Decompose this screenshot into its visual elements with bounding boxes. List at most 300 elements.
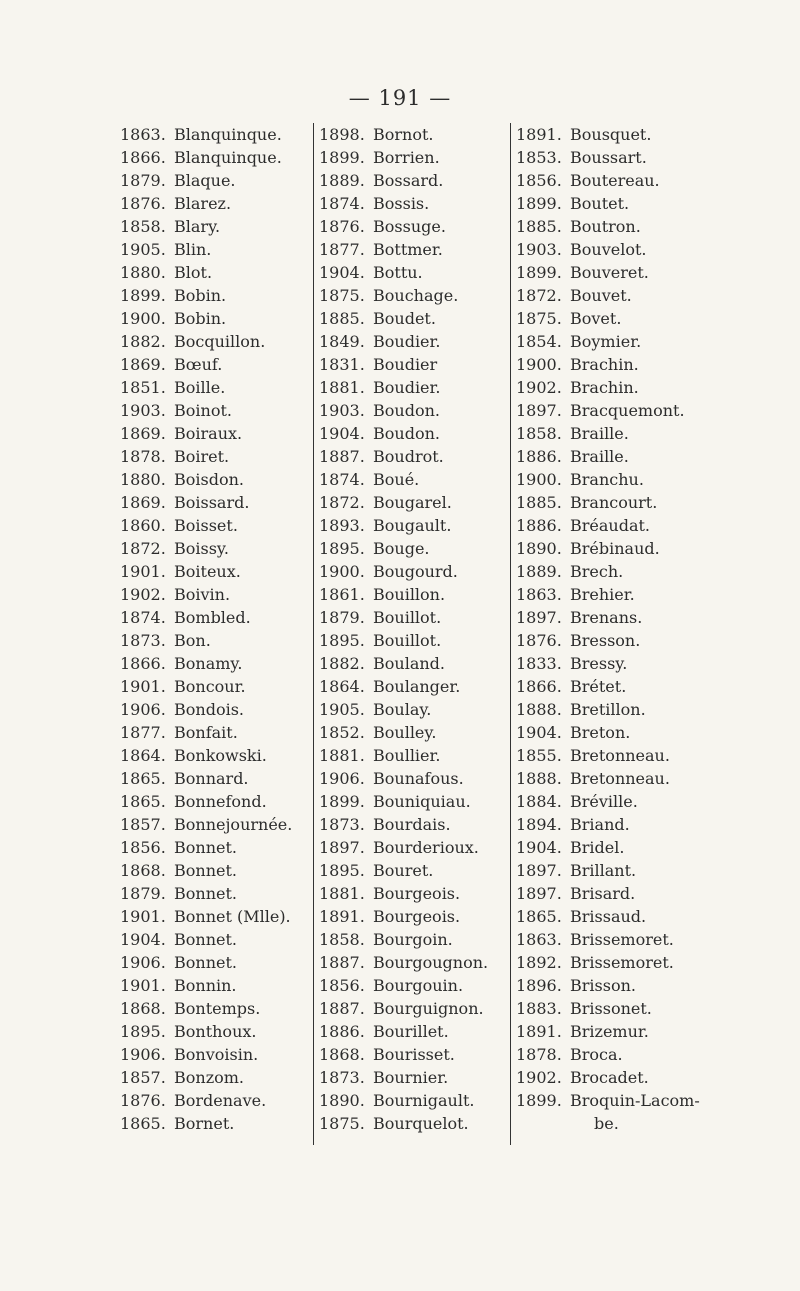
entry-year: 1888.	[516, 769, 562, 788]
list-item	[120, 238, 310, 261]
list-item	[120, 790, 310, 813]
list-item	[120, 1043, 310, 1066]
entry-year: 1864.	[120, 746, 166, 765]
list-item	[120, 307, 310, 330]
list-item	[319, 629, 514, 652]
entry-name: Bourdais.	[373, 815, 451, 834]
list-item	[516, 238, 716, 261]
entry-year: 1904.	[516, 838, 562, 857]
entry-name: Bretonneau.	[570, 746, 670, 765]
entry-year: 1891.	[516, 125, 562, 144]
entry-name: Boutereau.	[570, 171, 660, 190]
list-item	[516, 376, 716, 399]
list-item	[319, 399, 514, 422]
entry-year: 1857.	[120, 815, 166, 834]
list-item	[516, 675, 716, 698]
entry-year: 1875.	[319, 1114, 365, 1133]
entry-name: Blarez.	[174, 194, 232, 213]
list-item	[120, 675, 310, 698]
entry-name: Bouland.	[373, 654, 445, 673]
list-item	[120, 1089, 310, 1112]
list-item	[319, 606, 514, 629]
list-item	[319, 1066, 514, 1089]
entry-year: 1868.	[319, 1045, 365, 1064]
list-item	[319, 675, 514, 698]
entry-name: Bossis.	[373, 194, 430, 213]
entry-name: Braille.	[570, 424, 629, 443]
entry-year: 1895.	[319, 539, 365, 558]
entry-name: Boué.	[373, 470, 420, 489]
entry-name: Boinot.	[174, 401, 232, 420]
list-item	[319, 123, 514, 146]
list-item	[319, 721, 514, 744]
list-item	[120, 836, 310, 859]
entry-name: Bonamy.	[174, 654, 243, 673]
entry-name: Boullier.	[373, 746, 441, 765]
entry-name: Boille.	[174, 378, 226, 397]
entry-name: Blary.	[174, 217, 221, 236]
list-item	[120, 698, 310, 721]
entry-year: 1904.	[319, 424, 365, 443]
entry-year: 1906.	[120, 1045, 166, 1064]
entry-name: Brissaud.	[570, 907, 647, 926]
entry-name: Bourgoin.	[373, 930, 453, 949]
entry-year: 1897.	[516, 884, 562, 903]
entry-year: 1897.	[516, 861, 562, 880]
list-item	[319, 514, 514, 537]
entry-name: Boutet.	[570, 194, 630, 213]
list-item	[120, 123, 310, 146]
list-item	[120, 997, 310, 1020]
entry-name: Bouveret.	[570, 263, 649, 282]
list-item	[319, 537, 514, 560]
entry-name: Boudier	[373, 355, 438, 374]
entry-name: Bouniquiau.	[373, 792, 471, 811]
entry-year: 1890.	[319, 1091, 365, 1110]
list-item	[120, 491, 310, 514]
entry-name: Bridel.	[570, 838, 625, 857]
entry-year: 1900.	[319, 562, 365, 581]
entry-year: 1902.	[516, 1068, 562, 1087]
list-item	[120, 215, 310, 238]
list-item	[516, 330, 716, 353]
list-item	[516, 169, 716, 192]
list-item	[516, 997, 716, 1020]
entry-year: 1886.	[319, 1022, 365, 1041]
entry-name: Bretonneau.	[570, 769, 670, 788]
list-item	[516, 813, 716, 836]
entry-year: 1895.	[319, 861, 365, 880]
entry-year: 1901.	[120, 907, 166, 926]
entry-name: Bresson.	[570, 631, 641, 650]
entry-name: Bon.	[174, 631, 211, 650]
entry-year: 1866.	[120, 654, 166, 673]
entry-name: Borrien.	[373, 148, 440, 167]
list-item	[120, 330, 310, 353]
entry-year: 1877.	[319, 240, 365, 259]
entry-name: Brenans.	[570, 608, 643, 627]
entry-year: 1874.	[120, 608, 166, 627]
entry-name: Blin.	[174, 240, 212, 259]
list-item	[319, 491, 514, 514]
entry-name: Brillant.	[570, 861, 637, 880]
entry-name: Brissonet.	[570, 999, 652, 1018]
entry-name: Bœuf.	[174, 355, 223, 374]
list-item	[516, 284, 716, 307]
entry-name: Bouillot.	[373, 608, 442, 627]
entry-name: Bonnin.	[174, 976, 237, 995]
list-item	[516, 928, 716, 951]
list-item	[516, 261, 716, 284]
entry-name: Blanquinque.	[174, 125, 282, 144]
list-item	[319, 192, 514, 215]
entry-name: Bourgeois.	[373, 907, 461, 926]
entry-year: 1887.	[319, 447, 365, 466]
entry-year: 1868.	[120, 999, 166, 1018]
entry-name: Bourisset.	[373, 1045, 455, 1064]
entry-year: 1891.	[319, 907, 365, 926]
list-item	[120, 537, 310, 560]
entry-year: 1885.	[516, 493, 562, 512]
entry-year: 1887.	[319, 953, 365, 972]
entry-year: 1864.	[319, 677, 365, 696]
list-item	[319, 974, 514, 997]
list-item	[120, 629, 310, 652]
list-item	[516, 767, 716, 790]
list-item	[319, 560, 514, 583]
entry-name: Boisdon.	[174, 470, 244, 489]
entry-name: Bonzom.	[174, 1068, 245, 1087]
entry-year: 1876.	[516, 631, 562, 650]
entry-year: 1863.	[120, 125, 166, 144]
entry-year: 1853.	[516, 148, 562, 167]
entry-year: 1881.	[319, 378, 365, 397]
entry-year: 1863.	[516, 585, 562, 604]
list-item	[516, 353, 716, 376]
entry-name: Bornot.	[373, 125, 434, 144]
entry-year: 1869.	[120, 424, 166, 443]
list-item	[319, 836, 514, 859]
entry-name: Blanquinque.	[174, 148, 282, 167]
entry-year: 1906.	[120, 700, 166, 719]
entry-year: 1858.	[516, 424, 562, 443]
entry-name: Boymier.	[570, 332, 642, 351]
entry-name: Broquin-Lacom-	[570, 1091, 700, 1110]
list-item	[319, 882, 514, 905]
entry-name: Boulanger.	[373, 677, 461, 696]
entry-year: 1855.	[516, 746, 562, 765]
entry-year: 1895.	[319, 631, 365, 650]
entry-name: Bobin.	[174, 286, 227, 305]
entry-year: 1878.	[120, 447, 166, 466]
list-item	[319, 790, 514, 813]
entry-name: Bombled.	[174, 608, 251, 627]
entry-year: 1884.	[516, 792, 562, 811]
entry-year: 1888.	[516, 700, 562, 719]
list-item	[120, 376, 310, 399]
entry-year: 1874.	[319, 194, 365, 213]
list-item	[319, 376, 514, 399]
list-item	[516, 1020, 716, 1043]
entry-name: Briand.	[570, 815, 630, 834]
list-item	[516, 1089, 716, 1112]
entry-name: Brech.	[570, 562, 624, 581]
entry-year: 1858.	[120, 217, 166, 236]
entry-year: 1877.	[120, 723, 166, 742]
list-item	[319, 422, 514, 445]
entry-name: Blaque.	[174, 171, 236, 190]
entry-name: Bourquelot.	[373, 1114, 469, 1133]
entry-name: Bonnet (Mlle).	[174, 907, 291, 926]
entry-name: Brébinaud.	[570, 539, 660, 558]
list-item	[120, 1112, 310, 1135]
entry-name: Bondois.	[174, 700, 244, 719]
entry-year: 1898.	[319, 125, 365, 144]
entry-year: 1865.	[120, 792, 166, 811]
list-item	[516, 629, 716, 652]
entry-year: 1879.	[120, 171, 166, 190]
entry-year: 1856.	[120, 838, 166, 857]
entry-year: 1875.	[319, 286, 365, 305]
entry-year: 1900.	[516, 355, 562, 374]
list-item	[319, 330, 514, 353]
list-item	[319, 744, 514, 767]
list-item	[516, 721, 716, 744]
list-item	[120, 1020, 310, 1043]
entry-name: Bovet.	[570, 309, 622, 328]
list-item	[120, 146, 310, 169]
list-item	[319, 905, 514, 928]
list-item	[516, 468, 716, 491]
entry-year: 1875.	[516, 309, 562, 328]
entry-name: Bottmer.	[373, 240, 443, 259]
entry-name: Bossuge.	[373, 217, 446, 236]
entry-year: 1833.	[516, 654, 562, 673]
entry-name: Boivin.	[174, 585, 231, 604]
entry-name: be.	[594, 1114, 619, 1133]
list-item	[120, 974, 310, 997]
list-item	[120, 445, 310, 468]
entry-year: 1905.	[319, 700, 365, 719]
list-item	[516, 399, 716, 422]
entry-name: Brachin.	[570, 378, 639, 397]
entry-name: Boncour.	[174, 677, 246, 696]
entry-name: Brehier.	[570, 585, 635, 604]
entry-year: 1893.	[319, 516, 365, 535]
entry-name: Bonnefond.	[174, 792, 267, 811]
list-item	[120, 560, 310, 583]
list-item	[516, 123, 716, 146]
entry-year: 1872.	[516, 286, 562, 305]
entry-year: 1891.	[516, 1022, 562, 1041]
page-number: — 191 —	[348, 86, 452, 110]
entry-name: Bressy.	[570, 654, 628, 673]
entry-year: 1865.	[120, 769, 166, 788]
entry-year: 1856.	[319, 976, 365, 995]
entry-name: Bouret.	[373, 861, 434, 880]
entry-name: Boiret.	[174, 447, 230, 466]
entry-name: Bournier.	[373, 1068, 449, 1087]
entry-name: Braille.	[570, 447, 629, 466]
list-item	[319, 1112, 514, 1135]
list-item	[120, 606, 310, 629]
list-item	[319, 583, 514, 606]
entry-year: 1902.	[120, 585, 166, 604]
entry-year: 1883.	[516, 999, 562, 1018]
entry-name: Boudier.	[373, 332, 441, 351]
entry-year: 1878.	[516, 1045, 562, 1064]
list-item	[516, 192, 716, 215]
entry-name: Branchu.	[570, 470, 644, 489]
entry-year: 1858.	[319, 930, 365, 949]
entry-name: Boissard.	[174, 493, 250, 512]
list-item	[516, 445, 716, 468]
entry-year: 1876.	[319, 217, 365, 236]
entry-name: Bonfait.	[174, 723, 238, 742]
entry-name: Bonnet.	[174, 884, 237, 903]
entry-year: 1887.	[319, 999, 365, 1018]
entry-year: 1876.	[120, 194, 166, 213]
list-item	[319, 859, 514, 882]
list-item	[319, 652, 514, 675]
entry-name: Boissy.	[174, 539, 229, 558]
entry-name: Bonkowski.	[174, 746, 267, 765]
list-item	[319, 261, 514, 284]
entry-name: Bobin.	[174, 309, 227, 328]
entry-name: Broca.	[570, 1045, 623, 1064]
entry-name: Brancourt.	[570, 493, 658, 512]
entry-year: 1897.	[319, 838, 365, 857]
entry-name: Bouillon.	[373, 585, 446, 604]
entry-year: 1890.	[516, 539, 562, 558]
entry-year: 1904.	[516, 723, 562, 742]
entry-year: 1831.	[319, 355, 365, 374]
entry-name: Boudrot.	[373, 447, 444, 466]
list-item	[516, 560, 716, 583]
entry-name: Brissemoret.	[570, 930, 674, 949]
entry-year: 1874.	[319, 470, 365, 489]
entry-year: 1860.	[120, 516, 166, 535]
entry-name: Boutron.	[570, 217, 641, 236]
list-item	[516, 583, 716, 606]
entry-year: 1889.	[319, 171, 365, 190]
entry-year: 1873.	[319, 1068, 365, 1087]
list-item	[120, 882, 310, 905]
entry-name: Boisset.	[174, 516, 238, 535]
entry-year: 1866.	[120, 148, 166, 167]
entry-name: Boussart.	[570, 148, 647, 167]
entry-name: Bossard.	[373, 171, 444, 190]
entry-name: Brizemur.	[570, 1022, 649, 1041]
entry-year: 1882.	[120, 332, 166, 351]
list-item	[516, 859, 716, 882]
entry-year: 1896.	[516, 976, 562, 995]
entry-name: Bourgouin.	[373, 976, 464, 995]
entry-name: Bouvelot.	[570, 240, 647, 259]
entry-year: 1881.	[319, 884, 365, 903]
list-item	[120, 652, 310, 675]
list-item	[120, 169, 310, 192]
entry-name: Brisard.	[570, 884, 636, 903]
entry-year: 1900.	[516, 470, 562, 489]
entry-year: 1886.	[516, 516, 562, 535]
list-item	[516, 1043, 716, 1066]
list-item	[120, 859, 310, 882]
list-item	[120, 284, 310, 307]
entry-name: Bouchage.	[373, 286, 459, 305]
list-item	[120, 1066, 310, 1089]
entry-name: Bougault.	[373, 516, 452, 535]
entry-year: 1903.	[120, 401, 166, 420]
entry-year: 1906.	[319, 769, 365, 788]
list-item	[120, 422, 310, 445]
name-column-1	[120, 123, 310, 1135]
entry-name: Bouge.	[373, 539, 430, 558]
entry-year: 1897.	[516, 608, 562, 627]
entry-name: Boudon.	[373, 424, 440, 443]
entry-year: 1899.	[516, 194, 562, 213]
list-item	[120, 721, 310, 744]
entry-name: Blot.	[174, 263, 213, 282]
list-item	[516, 215, 716, 238]
entry-name: Bounafous.	[373, 769, 464, 788]
list-item	[516, 974, 716, 997]
list-item	[319, 1089, 514, 1112]
list-item	[319, 1020, 514, 1043]
entry-year: 1851.	[120, 378, 166, 397]
entry-name: Brocadet.	[570, 1068, 649, 1087]
list-item	[120, 905, 310, 928]
entry-year: 1885.	[319, 309, 365, 328]
list-item	[120, 192, 310, 215]
list-item	[516, 146, 716, 169]
list-item	[120, 583, 310, 606]
entry-year: 1865.	[516, 907, 562, 926]
entry-year: 1873.	[120, 631, 166, 650]
entry-year: 1868.	[120, 861, 166, 880]
list-item	[516, 698, 716, 721]
entry-year: 1869.	[120, 493, 166, 512]
entry-year: 1901.	[120, 976, 166, 995]
entry-name: Bougarel.	[373, 493, 452, 512]
list-item	[120, 353, 310, 376]
list-item	[516, 836, 716, 859]
entry-name: Boiteux.	[174, 562, 241, 581]
entry-year: 1849.	[319, 332, 365, 351]
list-item	[516, 882, 716, 905]
entry-year: 1880.	[120, 470, 166, 489]
list-item	[120, 514, 310, 537]
entry-name: Bouillot.	[373, 631, 442, 650]
list-item	[516, 491, 716, 514]
entry-name: Boudet.	[373, 309, 436, 328]
entry-name: Bourillet.	[373, 1022, 449, 1041]
entry-year: 1861.	[319, 585, 365, 604]
entry-year: 1876.	[120, 1091, 166, 1110]
entry-name: Bocquillon.	[174, 332, 266, 351]
list-item	[516, 744, 716, 767]
list-item	[120, 813, 310, 836]
entry-name: Bréaudat.	[570, 516, 651, 535]
entry-name: Bousquet.	[570, 125, 652, 144]
entry-year: 1899.	[319, 148, 365, 167]
list-item	[319, 169, 514, 192]
entry-name: Bougourd.	[373, 562, 458, 581]
list-item	[120, 767, 310, 790]
entry-name: Bornet.	[174, 1114, 235, 1133]
entry-name: Bracquemont.	[570, 401, 685, 420]
list-item	[516, 514, 716, 537]
